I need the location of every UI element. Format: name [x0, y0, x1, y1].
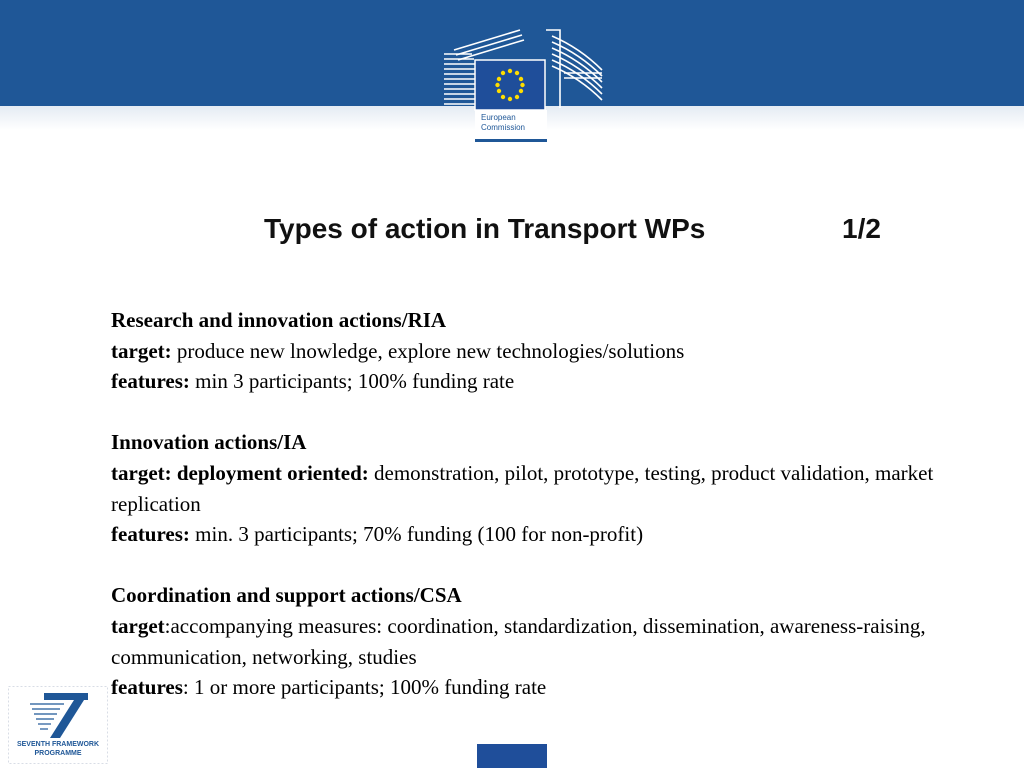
slide-page-number: 1/2	[842, 213, 881, 244]
section-features	[111, 519, 941, 550]
features-label: features	[111, 675, 183, 700]
target-label: target:	[111, 338, 172, 363]
section-ia	[111, 427, 941, 549]
ec-logo-text-line1: European	[481, 113, 516, 122]
features-label: features:	[111, 369, 190, 394]
target-label: target	[111, 613, 165, 638]
features-label: features:	[111, 522, 190, 547]
slide-content	[111, 305, 941, 703]
section-target	[111, 336, 941, 367]
section-heading: Innovation actions/IA	[111, 430, 307, 455]
section-heading: Research and innovation actions/RIA	[111, 308, 447, 332]
target-text: :accompanying measures: coordination, standardization, dissemination, awareness-raising, communication, networking, studies	[111, 613, 926, 669]
section-features	[111, 366, 941, 397]
ec-logo-text-line2: Commission	[481, 123, 526, 132]
section-target	[111, 458, 941, 519]
bottom-eu-flag	[477, 744, 547, 768]
slide-title	[264, 207, 914, 251]
ec-logo-text	[481, 113, 525, 133]
ec-logo-label	[475, 110, 547, 142]
section-target	[111, 611, 941, 672]
section-features	[111, 672, 941, 703]
features-text: min. 3 participants; 70% funding (100 for non-profit)	[189, 522, 644, 547]
section-heading: Coordination and support actions/CSA	[111, 583, 462, 608]
slide-title-text: Types of action in Transport WPs	[264, 213, 706, 244]
section-csa	[111, 580, 941, 702]
target-text: produce new lnowledge, explore new technologies/solutions	[171, 338, 685, 363]
target-text: demonstration, pilot, prototype, testing, product validation, market replication	[111, 460, 934, 516]
target-label: target: deployment oriented:	[111, 460, 369, 485]
section-ria	[111, 305, 941, 397]
fp7-logo-text: SEVENTH FRAMEWORK PROGRAMME	[16, 741, 100, 757]
features-text: min 3 participants; 100% funding rate	[189, 369, 515, 394]
features-text: : 1 or more participants; 100% funding rate	[182, 675, 547, 700]
